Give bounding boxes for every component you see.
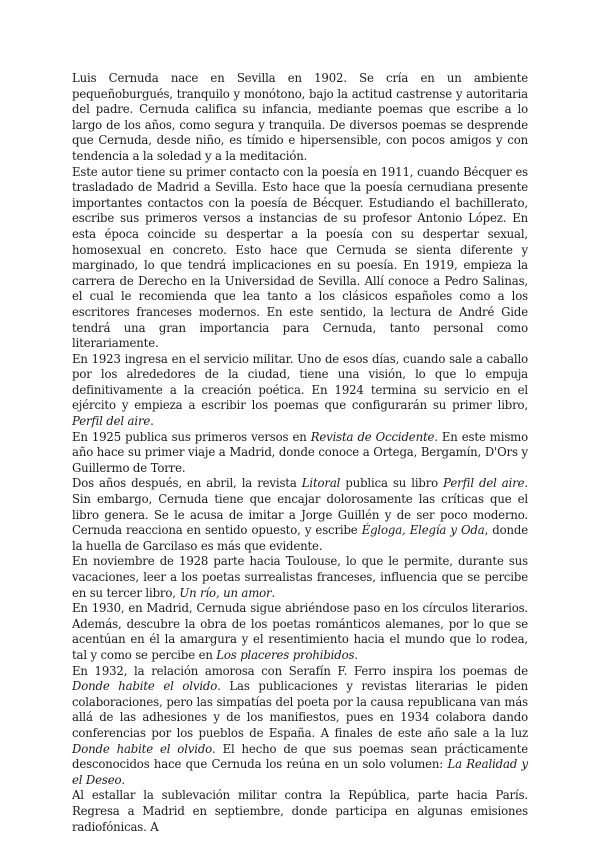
paragraph-6 xyxy=(72,554,528,601)
paragraph-9 xyxy=(72,788,528,835)
text-run: Este autor tiene su primer contacto con la poesía en 1911, cuando Bécquer es trasladado de Madrid a Sevilla. Esto hace que la poesía cernudiana presente importantes contactos con la poesía de Bécquer. Estudiando el bachillerato, escribe sus primeros versos a instancias de su profesor Antonio López. En esta época coincide su despertar a la poesía con su despertar sexual, homosexual en concreto. Esto hace que Cernuda se sienta diferente y marginado, lo que tendrá implicaciones en su poesía. En 1919, empieza la carrera de Derecho en la Universidad de Sevilla. Allí conoce a Pedro Salinas, el cual le recomienda que lea tanto a los clásicos españoles como a los escritores franceses modernos. En este sentido, la lectura de André Gide tendrá una gran importancia para Cernuda, tanto personal como literariamente. xyxy=(72,164,528,351)
document-page xyxy=(72,71,528,835)
text-run: Luis Cernuda nace en Sevilla en 1902. Se cría en un ambiente pequeñoburgués, tranquilo y monótono, bajo la actitud castrense y autoritaria del padre. Cernuda califica su infancia, mediante poemas que escribe a lo largo de los años, como segura y tranquila. De diversos poemas se desprende que Cernuda, desde niño, es tímido e hipersensible, con pocos amigos y con tendencia a la soledad y a la meditación. xyxy=(72,71,528,163)
text-run: , donde la huella de Garcilaso es más que evidente. xyxy=(72,523,529,553)
paragraph-5 xyxy=(72,476,528,554)
text-run: Al estallar la sublevación militar contra la República, parte hacia París. Regresa a Madrid en septiembre, donde participa en algunas emisiones radiofónicas. A xyxy=(72,788,528,834)
paragraph-3 xyxy=(72,352,528,430)
text-run: . En este mismo año hace su primer viaje a Madrid, donde conoce a Ortega, Bergamín, D'Ors y Guillermo de Torre. xyxy=(72,429,528,475)
paragraph-1 xyxy=(72,71,528,165)
text-run: . El hecho de que sus poemas sean prácticamente desconocidos hace que Cernuda los reúna en un solo volumen: xyxy=(72,741,528,772)
text-run: . xyxy=(121,772,125,787)
italic-title: Donde habite el olvido xyxy=(72,741,213,756)
italic-title: La Realidad y el Deseo xyxy=(72,757,528,787)
text-run: . xyxy=(271,585,276,600)
text-run: . xyxy=(150,414,154,429)
text-run: En 1932, la relación amorosa con Serafín F. Ferro inspira los poemas de xyxy=(72,663,528,678)
text-run: . xyxy=(354,647,358,662)
paragraph-4 xyxy=(72,430,528,477)
text-run: En 1930, en Madrid, Cernuda sigue abriéndose paso en los círculos literarios. Además, descubre la obra de los poetas románticos alemanes, por lo que se acentúan en él la amargura y el resentimiento hacia el mundo que lo rodea, tal y como se percibe en xyxy=(72,601,528,662)
text-run: . Sin embargo, Cernuda tiene que encajar dolorosamente las críticas que el libro genera. Se le acusa de imitar a Jorge Guillén y de ser poco moderno. Cernuda reacciona en sentido opuesto, y escribe xyxy=(72,476,528,538)
italic-title: Revista de Occidente xyxy=(310,429,435,444)
paragraph-7 xyxy=(72,601,528,663)
text-run: En 1925 publica sus primeros versos en xyxy=(72,429,311,444)
text-run: publica su libro xyxy=(340,476,444,491)
paragraph-8 xyxy=(72,664,528,789)
italic-title: Un río, un amor xyxy=(179,585,272,600)
text-run: Dos años después, en abril, la revista xyxy=(72,476,302,491)
paragraph-2 xyxy=(72,165,528,352)
italic-title: Perfil del aire xyxy=(72,414,151,429)
italic-title: Litoral xyxy=(301,476,341,491)
italic-title: Égloga, Elegía y Oda xyxy=(361,523,485,538)
text-run: En noviembre de 1928 parte hacia Toulouse, lo que le permite, durante sus vacaciones, leer a los poetas surrealistas franceses, influencia que se percibe en su tercer libro, xyxy=(72,554,528,600)
italic-title: Donde habite el olvido xyxy=(72,679,218,694)
text-run: . Las publicaciones y revistas literarias le piden colaboraciones, pero las simpatías del poeta por la causa republicana van más allá de las adhesiones y de los manifiestos, pues en 1934 colabora dando conferencias por los pueblos de España. A finales de este año sale a la luz xyxy=(72,679,528,740)
text-run: En 1923 ingresa en el servicio militar. Uno de esos días, cuando sale a caballo por los alrededores de la ciudad, tiene una visión, lo que lo empuja definitivamente a la creación poética. En 1924 termina su servicio en el ejército y empieza a escribir los poemas que configurarán su primer libro, xyxy=(72,351,528,413)
italic-title: Perfil del aire xyxy=(443,476,525,491)
italic-title: Los placeres prohibidos xyxy=(216,647,355,662)
body-text xyxy=(72,71,528,835)
